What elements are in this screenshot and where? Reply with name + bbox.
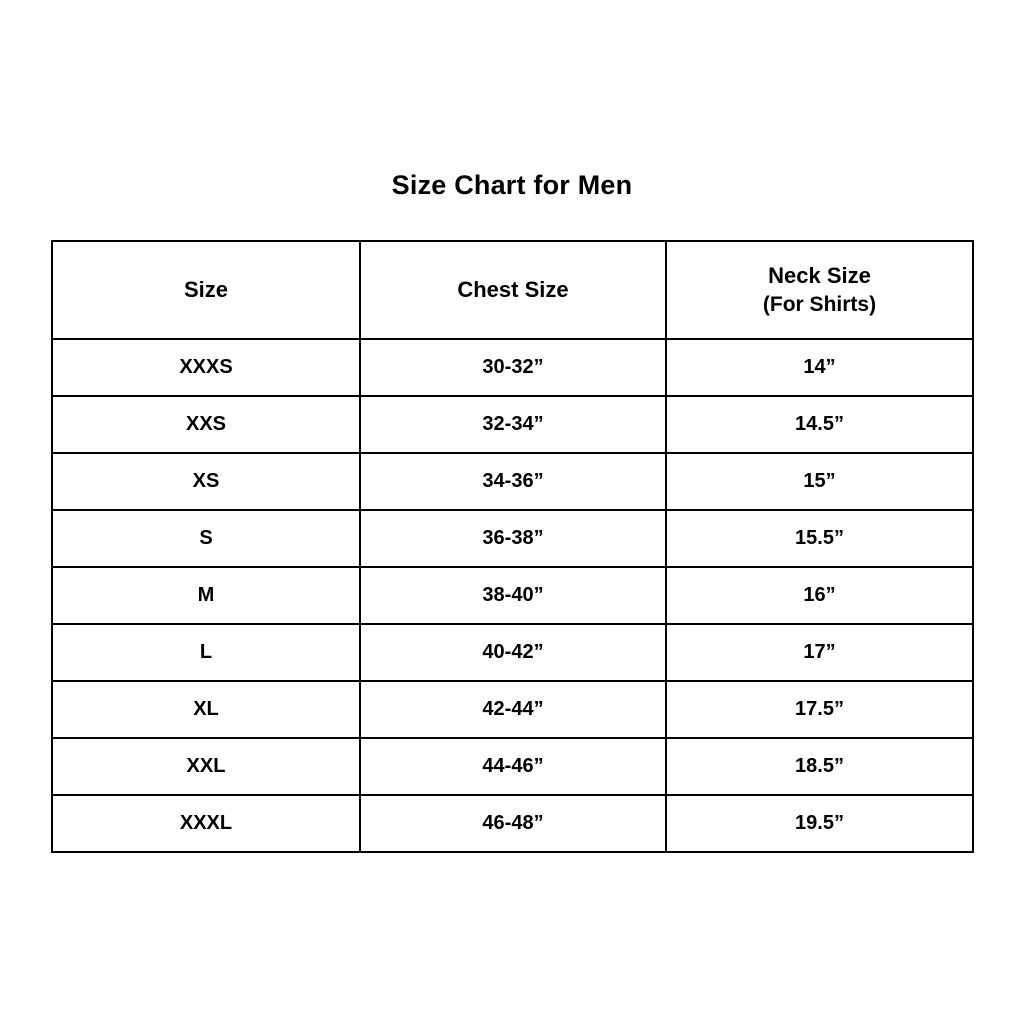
cell-chest: 40-42” [360, 624, 666, 681]
table-row [52, 396, 973, 453]
column-header-chest [360, 241, 666, 339]
cell-neck: 18.5” [666, 738, 973, 795]
cell-size: XS [52, 453, 360, 510]
table-row [52, 567, 973, 624]
table-row [52, 339, 973, 396]
cell-neck: 17.5” [666, 681, 973, 738]
cell-neck: 14” [666, 339, 973, 396]
cell-size: XL [52, 681, 360, 738]
column-header-neck-label: Neck Size [768, 263, 871, 289]
cell-neck: 15” [666, 453, 973, 510]
table-row [52, 453, 973, 510]
table-row [52, 624, 973, 681]
cell-chest: 42-44” [360, 681, 666, 738]
column-header-size [52, 241, 360, 339]
cell-size: M [52, 567, 360, 624]
cell-chest: 30-32” [360, 339, 666, 396]
cell-chest: 34-36” [360, 453, 666, 510]
cell-neck: 14.5” [666, 396, 973, 453]
cell-neck: 19.5” [666, 795, 973, 852]
cell-size: XXL [52, 738, 360, 795]
column-header-size-label: Size [183, 276, 229, 302]
table-row [52, 510, 973, 567]
table-row [52, 681, 973, 738]
cell-size: L [52, 624, 360, 681]
size-chart-table [51, 240, 974, 853]
cell-chest: 44-46” [360, 738, 666, 795]
column-header-chest-label: Chest Size [457, 276, 569, 302]
cell-size: S [52, 510, 360, 567]
column-header-neck-sublabel: (For Shirts) [762, 292, 877, 316]
cell-neck: 15.5” [666, 510, 973, 567]
cell-neck: 17” [666, 624, 973, 681]
cell-size: XXXS [52, 339, 360, 396]
cell-chest: 36-38” [360, 510, 666, 567]
cell-size: XXXL [52, 795, 360, 852]
table-header-row [52, 241, 973, 339]
cell-chest: 38-40” [360, 567, 666, 624]
column-header-neck [666, 241, 973, 339]
cell-chest: 32-34” [360, 396, 666, 453]
table-row [52, 795, 973, 852]
page-title: Size Chart for Men [391, 170, 633, 200]
cell-chest: 46-48” [360, 795, 666, 852]
cell-size: XXS [52, 396, 360, 453]
table-row [52, 738, 973, 795]
cell-neck: 16” [666, 567, 973, 624]
